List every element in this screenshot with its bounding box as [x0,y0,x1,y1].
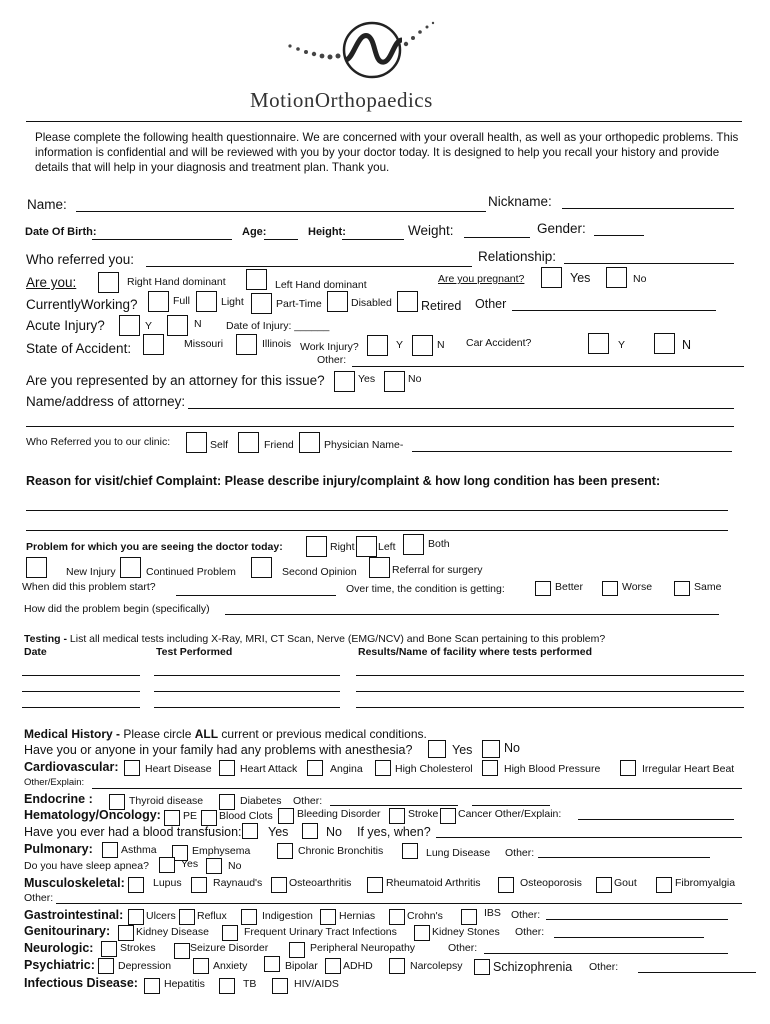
bipolar-checkbox[interactable] [264,956,280,972]
tb-checkbox[interactable] [219,978,235,994]
anesthesia-no-checkbox[interactable] [482,740,500,758]
cardio-label: Cardiovascular: [24,760,119,774]
diabetes-label: Diabetes [240,795,282,807]
light-checkbox[interactable] [196,291,217,312]
anxiety-checkbox[interactable] [193,958,209,974]
pe-checkbox[interactable] [164,810,180,826]
illinois-label: Illinois [262,338,292,350]
acute-no-label: N [194,318,202,330]
left-hand-label: Left Hand dominant [275,279,367,291]
attorney-no-checkbox[interactable] [384,371,405,392]
who-referred-label: Who referred you: [26,252,135,267]
friend-label: Friend [264,439,294,451]
ibs-label: IBS [484,907,501,919]
car-yes-checkbox[interactable] [588,333,609,354]
test-performed-1[interactable] [154,675,340,676]
bipolar-label: Bipolar [285,960,318,972]
acute-yes-label: Y [145,320,153,332]
transfusion-no-checkbox[interactable] [302,823,318,839]
dob-label: Date Of Birth: [25,226,97,238]
attorney-name-label: Name/address of attorney: [26,394,186,409]
history-all: ALL [194,727,219,741]
when-start-label: When did this problem start? [22,581,156,593]
gender-field[interactable] [594,235,644,236]
acute-yes-checkbox[interactable] [119,315,140,336]
testing-col-date: Date [24,646,47,658]
name-label: Name: [27,197,67,212]
acute-no-checkbox[interactable] [167,315,188,336]
hepatitis-checkbox[interactable] [144,978,160,994]
continued-label: Continued Problem [146,566,236,578]
asthma-checkbox[interactable] [102,842,118,858]
gastro-other-field[interactable] [546,919,728,920]
right-side-label: Right [330,541,355,553]
acute-injury-label: Acute Injury? [26,318,105,333]
thyroid-label: Thyroid disease [129,795,204,807]
self-label: Self [210,439,229,451]
state-other-field[interactable] [352,366,744,367]
seizure-label: Seizure Disorder [190,942,269,954]
hernias-label: Hernias [339,910,376,922]
working-label: CurrentlyWorking? [26,297,138,312]
full-label: Full [173,295,190,307]
high-chol-label: High Cholesterol [395,763,473,775]
work-injury-no-checkbox[interactable] [412,335,433,356]
anesthesia-yes-label: Yes [452,743,473,757]
part-time-label: Part-Time [276,298,322,310]
blood-clots-checkbox[interactable] [201,810,217,826]
peripheral-checkbox[interactable] [289,942,305,958]
header-rule [26,121,742,122]
car-no-checkbox[interactable] [654,333,675,354]
both-side-label: Both [428,538,450,550]
anxiety-label: Anxiety [213,960,248,972]
complaint-line-1[interactable] [26,510,728,511]
complaint-heading: Reason for visit/chief Complaint: Please describe injury/complaint & how long condition has been present: [26,474,661,488]
psych-other-field[interactable] [638,972,756,973]
osteoarthritis-label: Osteoarthritis [289,877,352,889]
testing-col-test: Test Performed [156,646,233,658]
sleep-no-label: No [228,860,242,872]
genito-other-label: Other: [515,926,545,938]
rheumatoid-label: Rheumatoid Arthritis [386,877,481,889]
history-label: Medical History - [24,727,121,741]
nickname-label: Nickname: [488,194,552,209]
transfusion-yes-checkbox[interactable] [242,823,258,839]
depression-label: Depression [118,960,172,972]
right-hand-checkbox[interactable] [98,272,119,293]
heart-attack-checkbox[interactable] [219,760,235,776]
depression-checkbox[interactable] [98,958,114,974]
both-side-checkbox[interactable] [403,534,424,555]
work-injury-yes-label: Y [396,339,404,351]
stroke-hemato-label: Stroke [408,808,439,820]
genito-other-field[interactable] [554,937,704,938]
genito-label: Genitourinary: [24,924,111,938]
crohns-checkbox[interactable] [389,909,405,925]
are-you-label: Are you: [26,275,77,290]
height-field[interactable] [342,239,404,240]
high-bp-label: High Blood Pressure [504,763,601,775]
referral-surgery-label: Referral for surgery [392,564,483,576]
physician-checkbox[interactable] [299,432,320,453]
intro-text: Please complete the following health questionnaire. We are concerned with your overall health, as well as your orthopedic problems. This information is confidential and will be reviewed with you by your doctor today. It is designed to help you recall your history and provide details that will help in your diagnosis and treatment plan. Thank you. [35,131,739,174]
full-checkbox[interactable] [148,291,169,312]
hepatitis-label: Hepatitis [164,978,205,990]
better-label: Better [555,581,584,593]
left-side-label: Left [378,541,396,553]
anesthesia-yes-checkbox[interactable] [428,740,446,758]
working-other-label: Other [475,297,507,311]
heart-disease-checkbox[interactable] [124,760,140,776]
test-date-1[interactable] [22,675,140,676]
worse-label: Worse [622,581,653,593]
osteoporosis-checkbox[interactable] [498,877,514,893]
bronchitis-checkbox[interactable] [277,843,293,859]
date-of-injury-label: Date of Injury: ______ [226,320,330,332]
freq-urinary-label: Frequent Urinary Tract Infections [244,926,397,938]
clinic-referred-label: Who Referred you to our clinic: [26,436,171,448]
narcolepsy-label: Narcolepsy [410,960,463,972]
missouri-checkbox[interactable] [143,334,164,355]
anesthesia-label: Have you or anyone in your family had any problems with anesthesia? [24,743,413,757]
how-begin-field[interactable] [225,614,719,615]
cardio-other-field[interactable] [92,788,742,789]
age-field[interactable] [264,239,298,240]
lupus-label: Lupus [153,877,182,889]
reflux-checkbox[interactable] [179,909,195,925]
adhd-label: ADHD [343,960,373,972]
attorney-yes-checkbox[interactable] [334,371,355,392]
schizo-checkbox[interactable] [474,959,490,975]
left-hand-checkbox[interactable] [246,269,267,290]
raynaud-label: Raynaud's [213,877,263,889]
car-no-label: N [682,338,692,352]
kidney-disease-label: Kidney Disease [136,926,209,938]
strokes-checkbox[interactable] [101,941,117,957]
high-bp-checkbox[interactable] [482,760,498,776]
physician-label: Physician Name- [324,439,404,451]
same-label: Same [694,581,722,593]
same-checkbox[interactable] [674,581,690,596]
indigestion-checkbox[interactable] [241,909,257,925]
cardio-other-label: Other/Explain: [24,777,85,788]
transfusion-when-field[interactable] [436,837,742,838]
who-referred-field[interactable] [146,266,472,267]
hemato-label: Hematology/Oncology: [24,808,161,822]
neuro-other-field[interactable] [484,953,728,954]
testing-desc: List all medical tests including X-Ray, MRI, CT Scan, Nerve (EMG/NCV) and Bone Scan pertaining to this problem? [66,633,606,645]
test-results-3[interactable] [356,707,744,708]
tb-label: TB [243,978,257,990]
irregular-label: Irregular Heart Beat [642,763,735,775]
disabled-checkbox[interactable] [327,291,348,312]
hiv-checkbox[interactable] [272,978,288,994]
lupus-checkbox[interactable] [128,877,144,893]
cancer-label: Cancer Other/Explain: [458,808,562,820]
hernias-checkbox[interactable] [320,909,336,925]
transfusion-no-label: No [326,825,342,839]
pregnant-no-checkbox[interactable] [606,267,627,288]
psych-label: Psychiatric: [24,958,95,972]
gastro-label: Gastrointestinal: [24,908,124,922]
part-time-checkbox[interactable] [251,293,272,314]
pregnant-no-label: No [633,273,647,285]
new-injury-label: New Injury [66,566,116,578]
worse-checkbox[interactable] [602,581,618,596]
bleeding-checkbox[interactable] [278,808,294,824]
ulcers-checkbox[interactable] [128,909,144,925]
light-label: Light [221,296,244,308]
gout-checkbox[interactable] [596,877,612,893]
fibromyalgia-label: Fibromyalgia [675,877,736,889]
sleep-yes-checkbox[interactable] [159,857,175,873]
history-text [24,727,427,741]
indigestion-label: Indigestion [262,910,313,922]
emphysema-label: Emphysema [192,845,251,857]
test-performed-3[interactable] [154,707,340,708]
pulmonary-other-label: Other: [505,847,535,859]
angina-checkbox[interactable] [307,760,323,776]
pulmonary-other-field[interactable] [538,857,710,858]
problem-label: Problem for which you are seeing the doctor today: [26,541,283,553]
endocrine-label: Endocrine : [24,792,93,806]
musculo-other-field[interactable] [56,903,742,904]
high-chol-checkbox[interactable] [375,760,391,776]
kidney-stones-label: Kidney Stones [432,926,500,938]
if-yes-label: If yes, when? [357,825,431,839]
heart-disease-label: Heart Disease [145,763,212,775]
pregnant-yes-label: Yes [570,271,591,285]
neuro-label: Neurologic: [24,941,94,955]
bleeding-label: Bleeding Disorder [297,808,381,820]
weight-field[interactable] [464,237,530,238]
adhd-checkbox[interactable] [325,958,341,974]
rheumatoid-checkbox[interactable] [367,877,383,893]
second-opinion-checkbox[interactable] [251,557,272,578]
height-label: Height: [308,226,346,238]
when-start-field[interactable] [176,595,336,596]
test-date-2[interactable] [22,691,140,692]
new-injury-checkbox[interactable] [26,557,47,578]
complaint-line-2[interactable] [26,530,728,531]
logo-text: MotionOrthopaedics [250,88,433,112]
musculo-other-label: Other: [24,892,54,904]
continued-checkbox[interactable] [120,557,141,578]
crohns-label: Crohn's [407,910,443,922]
name-field[interactable] [76,211,486,212]
testing-text [24,633,605,645]
missouri-label: Missouri [184,338,224,350]
retired-checkbox[interactable] [397,291,418,312]
transfusion-yes-label: Yes [268,825,289,839]
attorney-label: Are you represented by an attorney for this issue? [26,373,325,388]
transfusion-label: Have you ever had a blood transfusion: [24,825,242,839]
gout-label: Gout [614,877,637,889]
ulcers-label: Ulcers [146,910,176,922]
attorney-yes-label: Yes [358,373,376,385]
sleep-apnea-label: Do you have sleep apnea? [24,860,149,872]
relationship-field[interactable] [564,263,734,264]
work-injury-label: Work Injury? [300,341,359,353]
pe-label: PE [183,810,198,822]
right-hand-label: Right Hand dominant [127,276,226,288]
freq-urinary-checkbox[interactable] [222,925,238,941]
test-performed-2[interactable] [154,691,340,692]
friend-checkbox[interactable] [238,432,259,453]
testing-col-results: Results/Name of facility where tests performed [358,646,592,658]
kidney-disease-checkbox[interactable] [118,925,134,941]
how-begin-label: How did the problem begin (specifically) [24,603,210,615]
lung-label: Lung Disease [426,847,491,859]
raynaud-checkbox[interactable] [191,877,207,893]
test-results-1[interactable] [356,675,744,676]
car-yes-label: Y [618,339,626,351]
peripheral-label: Peripheral Neuropathy [310,942,416,954]
sleep-yes-label: Yes [181,858,199,870]
nickname-field[interactable] [562,208,734,209]
gender-label: Gender: [537,221,586,236]
state-other-label: Other: [317,354,347,366]
stroke-hemato-checkbox[interactable] [389,808,405,824]
lung-checkbox[interactable] [402,843,418,859]
work-injury-no-label: N [437,339,445,351]
irregular-checkbox[interactable] [620,760,636,776]
strokes-label: Strokes [120,942,156,954]
logo-graphic [280,18,450,88]
osteoarthritis-checkbox[interactable] [271,877,287,893]
history-desc-2: current or previous medical conditions. [218,727,427,741]
work-injury-yes-checkbox[interactable] [367,335,388,356]
seizure-checkbox[interactable] [174,943,190,959]
ibs-checkbox[interactable] [461,909,477,925]
right-side-checkbox[interactable] [306,536,327,557]
age-label: Age: [242,226,267,238]
cancer-field[interactable] [578,819,734,820]
test-date-3[interactable] [22,707,140,708]
musculo-label: Musculoskeletal: [24,876,125,890]
working-other-field[interactable] [512,310,716,311]
dob-field[interactable] [92,239,232,240]
over-time-label: Over time, the condition is getting: [346,583,505,595]
osteoporosis-label: Osteoporosis [520,877,582,889]
endocrine-other-field-2[interactable] [472,805,550,806]
history-desc-1: Please circle [120,727,195,741]
better-checkbox[interactable] [535,581,551,596]
attorney-no-label: No [408,373,422,385]
sleep-no-checkbox[interactable] [206,858,222,874]
test-results-2[interactable] [356,691,744,692]
fibromyalgia-checkbox[interactable] [656,877,672,893]
attorney-name-field-2[interactable] [26,426,734,427]
retired-label: Retired [421,299,462,313]
relationship-label: Relationship: [478,249,557,264]
kidney-stones-checkbox[interactable] [414,925,430,941]
car-accident-label: Car Accident? [466,337,532,349]
disabled-label: Disabled [351,297,392,309]
cancer-checkbox[interactable] [440,808,456,824]
neuro-other-label: Other: [448,942,478,954]
gastro-other-label: Other: [511,909,541,921]
state-accident-label: State of Accident: [26,341,132,356]
pulmonary-label: Pulmonary: [24,842,93,856]
referral-surgery-checkbox[interactable] [369,557,390,578]
anesthesia-no-label: No [504,741,520,755]
second-opinion-label: Second Opinion [282,566,357,578]
bronchitis-label: Chronic Bronchitis [298,845,384,857]
narcolepsy-checkbox[interactable] [389,958,405,974]
pregnant-label: Are you pregnant? [438,273,525,285]
self-checkbox[interactable] [186,432,207,453]
psych-other-label: Other: [589,961,619,973]
testing-label: Testing - [24,633,67,645]
reflux-label: Reflux [197,910,227,922]
pregnant-yes-checkbox[interactable] [541,267,562,288]
hiv-label: HIV/AIDS [294,978,339,990]
endocrine-other-field-1[interactable] [330,805,458,806]
endocrine-other-label: Other: [293,795,323,807]
asthma-label: Asthma [121,844,157,856]
schizo-label: Schizophrenia [493,960,573,974]
left-side-checkbox[interactable] [356,536,377,557]
weight-label: Weight: [408,223,454,238]
physician-field[interactable] [412,451,732,452]
infectious-label: Infectious Disease: [24,976,138,990]
heart-attack-label: Heart Attack [240,763,298,775]
attorney-name-field[interactable] [188,408,734,409]
blood-clots-label: Blood Clots [219,810,273,822]
illinois-checkbox[interactable] [236,334,257,355]
diabetes-checkbox[interactable] [219,794,235,810]
angina-label: Angina [330,763,363,775]
